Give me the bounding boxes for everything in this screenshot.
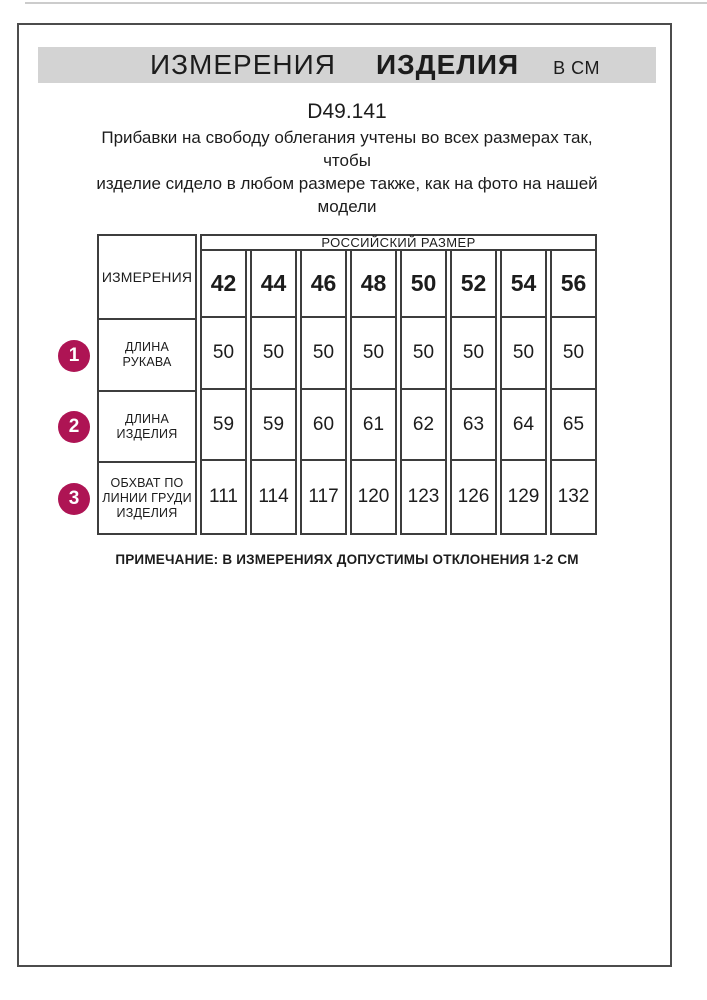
- size-table: [97, 234, 597, 535]
- size-column: [400, 251, 447, 535]
- size-column: [300, 251, 347, 535]
- value-cell: 63: [452, 390, 495, 461]
- value-cell: 50: [502, 318, 545, 390]
- size-column: [250, 251, 297, 535]
- size-header-cell: 48: [352, 251, 395, 318]
- title-bar: [38, 47, 656, 83]
- fit-description-line: изделие сидело в любом размере также, как на фото на нашей: [96, 174, 598, 193]
- value-cell: 61: [352, 390, 395, 461]
- size-column: [200, 251, 247, 535]
- measurement-label-column: [97, 234, 197, 535]
- value-cell: 120: [357, 486, 390, 507]
- fit-description-line: Прибавки на свободу облегания учтены во всех размерах так, чтобы: [101, 128, 593, 170]
- value-cell: 50: [402, 318, 445, 390]
- value-cell: 65: [552, 390, 595, 461]
- title-word-measurements: ИЗМЕРЕНИЯ: [150, 49, 336, 80]
- value-cell: 114: [258, 486, 289, 507]
- value-cell: 132: [557, 486, 590, 507]
- value-cell: 60: [302, 390, 345, 461]
- value-cell: 59: [252, 390, 295, 461]
- row-label-chest-girth: ОБХВАТ ПО ЛИНИИ ГРУДИ ИЗДЕЛИЯ: [102, 475, 192, 520]
- value-cell: 64: [502, 390, 545, 461]
- size-columns-region: [200, 234, 597, 535]
- fit-description: [77, 126, 617, 218]
- value-cell: 59: [202, 390, 245, 461]
- size-column: [550, 251, 597, 535]
- tolerance-note: ПРИМЕЧАНИЕ: В ИЗМЕРЕНИЯХ ДОПУСТИМЫ ОТКЛОНЕНИЯ 1-2 СМ: [115, 552, 579, 567]
- row-label-garment-length: ДЛИНА ИЗДЕЛИЯ: [99, 392, 195, 463]
- value-cell: 50: [252, 318, 295, 390]
- row-number-badge: 3: [58, 483, 90, 515]
- row-number-badge: 1: [58, 340, 90, 372]
- size-column: [500, 251, 547, 535]
- size-header-cell: 44: [252, 251, 295, 318]
- size-column: [450, 251, 497, 535]
- value-cell: 50: [552, 318, 595, 390]
- size-columns: [200, 251, 597, 535]
- size-header-cell: 54: [502, 251, 545, 318]
- row-number-badge: 2: [58, 411, 90, 443]
- value-cell: 129: [507, 486, 540, 507]
- product-code: D49.141: [307, 100, 387, 123]
- row-label-sleeve-length: ДЛИНА РУКАВА: [99, 320, 195, 392]
- corner-header-cell: ИЗМЕРЕНИЯ: [99, 236, 195, 320]
- title-unit-label: В СМ: [553, 58, 600, 78]
- value-cell: 111: [209, 486, 238, 507]
- value-cell: 62: [402, 390, 445, 461]
- size-header-cell: 46: [302, 251, 345, 318]
- scan-edge-line: [25, 2, 707, 4]
- value-cell: 50: [302, 318, 345, 390]
- value-cell: 123: [407, 486, 440, 507]
- size-column: [350, 251, 397, 535]
- size-header-cell: 50: [402, 251, 445, 318]
- value-cell: 50: [352, 318, 395, 390]
- fit-description-line: модели: [317, 197, 377, 216]
- russian-size-header: РОССИЙСКИЙ РАЗМЕР: [200, 234, 597, 251]
- size-header-cell: 42: [202, 251, 245, 318]
- title-word-product: ИЗДЕЛИЯ: [375, 49, 520, 80]
- value-cell: 117: [308, 486, 339, 507]
- size-header-cell: 56: [552, 251, 595, 318]
- value-cell: 50: [202, 318, 245, 390]
- size-header-cell: 52: [452, 251, 495, 318]
- value-cell: 50: [452, 318, 495, 390]
- value-cell: 126: [457, 486, 490, 507]
